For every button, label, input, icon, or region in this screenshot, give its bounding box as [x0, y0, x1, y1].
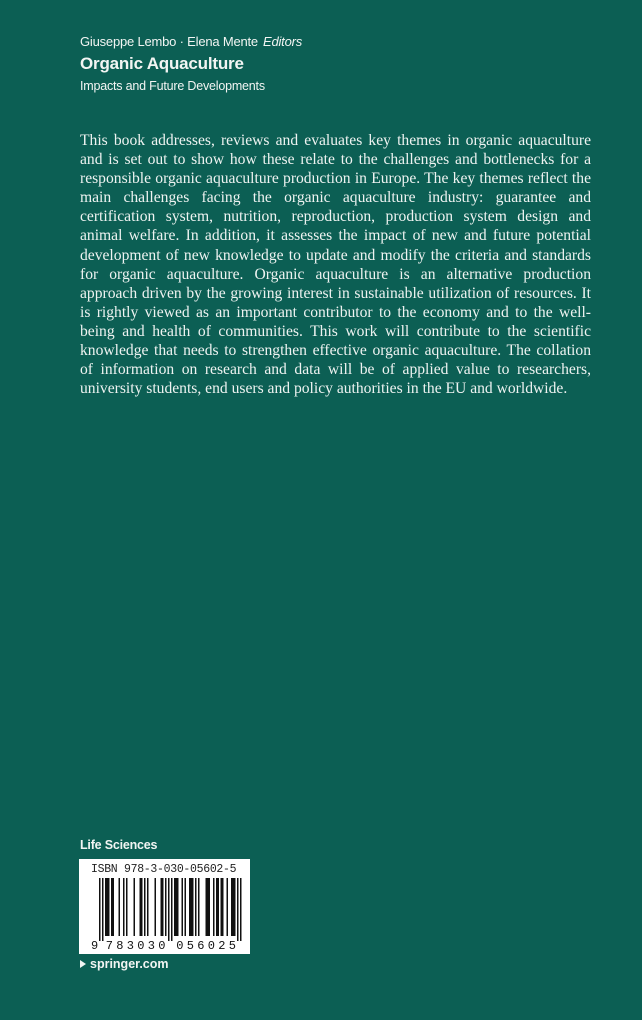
svg-text:5: 5 — [186, 939, 194, 952]
arrow-right-icon — [80, 960, 86, 968]
barcode-bars — [91, 878, 241, 950]
svg-text:3: 3 — [126, 939, 134, 952]
svg-text:6: 6 — [197, 939, 205, 952]
svg-text:0: 0 — [158, 939, 166, 952]
svg-text:9: 9 — [91, 939, 99, 952]
book-title: Organic Aquaculture — [80, 54, 244, 73]
authors: Giuseppe Lembo · Elena Mente — [80, 34, 258, 49]
svg-text:5: 5 — [228, 939, 236, 952]
svg-text:7: 7 — [105, 939, 113, 952]
svg-text:8: 8 — [116, 939, 124, 952]
svg-text:3: 3 — [147, 939, 155, 952]
book-subtitle: Impacts and Future Developments — [80, 79, 265, 93]
subject-category: Life Sciences — [80, 838, 158, 852]
svg-text:0: 0 — [207, 939, 215, 952]
svg-text:2: 2 — [218, 939, 226, 952]
springer-link[interactable] — [80, 957, 169, 971]
springer-link-text: springer.com — [90, 957, 169, 971]
cover-header — [80, 33, 302, 95]
isbn-label: ISBN 978-3-030-05602-5 — [91, 863, 237, 876]
svg-text:0: 0 — [137, 939, 145, 952]
svg-text:0: 0 — [176, 939, 184, 952]
editors-line — [80, 33, 302, 51]
book-description: This book addresses, reviews and evaluates key themes in organic aquaculture and is set out to show how these relate to the challenges and bottlenecks for a responsible organic aquaculture production in Europe. The key themes reflect the main challenges facing the organic aquaculture industry: guarantee and certification system, nutrition, reproduction, production system design and animal welfare. In addition, it assesses the impact of new and future potential development of new knowledge to update and modify the criteria and standards for organic aquaculture. Organic aquaculture is an alternative production approach driven by the growing interest in sustainable utilization of resources. It is rightly viewed as an important contributor to the economy and to the well-being and health of communities. This work will contribute to the scientific knowledge that needs to strengthen effective organic aquaculture. The collation of information on research and data will be of applied value to researchers, university students, end users and policy authorities in the EU and worldwide. — [80, 132, 591, 398]
editors-role: Editors — [262, 34, 303, 49]
isbn-barcode — [79, 859, 250, 954]
